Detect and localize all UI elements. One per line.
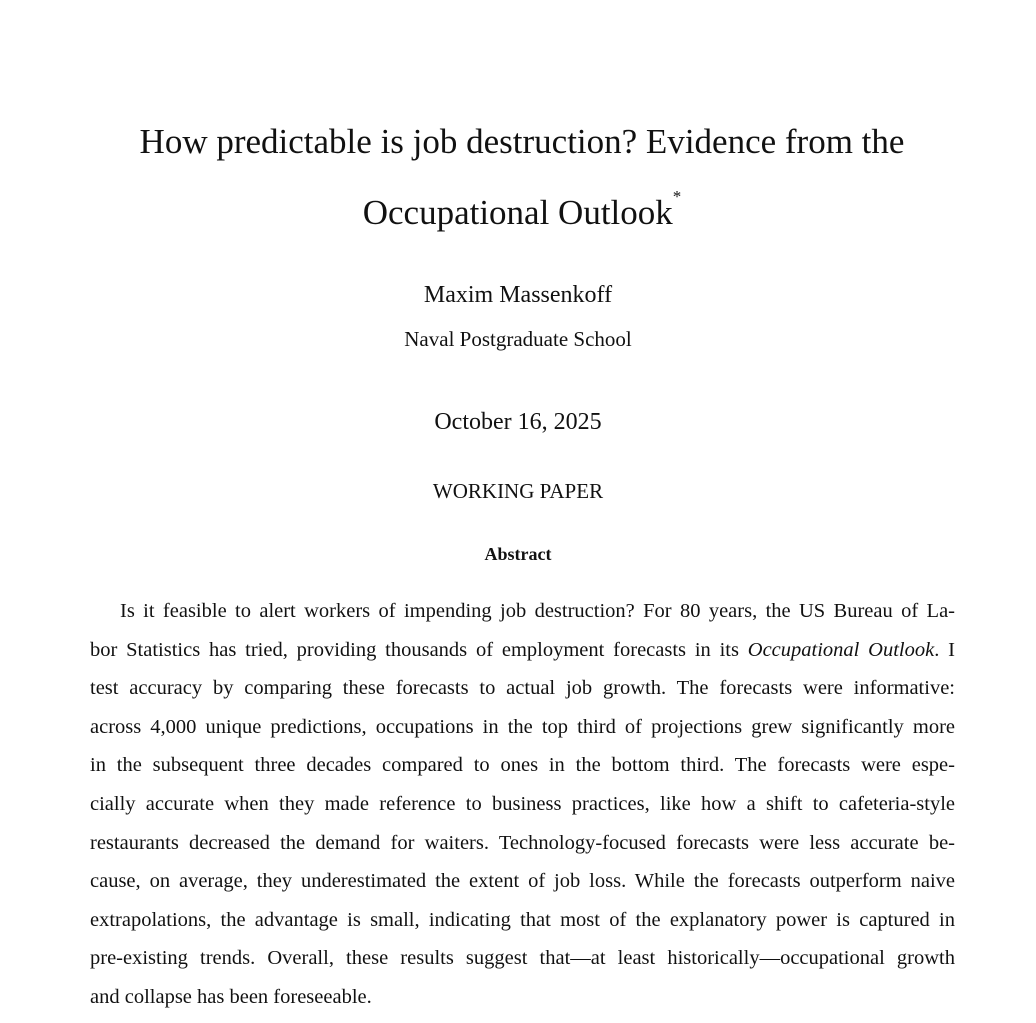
abstract-line: restaurants decreased the demand for waiters. Technology-focused forecasts were less accurate be- bbox=[90, 831, 955, 854]
paper-title-text-2: Occupational Outlook bbox=[362, 193, 673, 232]
abstract-line: cause, on average, they underestimated the extent of job loss. While the forecasts outperform naive bbox=[90, 870, 955, 893]
abstract-line bbox=[90, 631, 955, 670]
abstract-text: . I bbox=[934, 638, 955, 661]
abstract-line: Is it feasible to alert workers of impending job destruction? For 80 years, the US Bureau of La- bbox=[120, 600, 955, 622]
paper-title-text-1: How predictable is job destruction? Evidence from the bbox=[139, 122, 905, 161]
abstract-line: across 4,000 unique predictions, occupations in the top third of projections grew significantly more bbox=[90, 715, 955, 738]
paper-date: October 16, 2025 bbox=[434, 409, 602, 435]
abstract-text: bor Statistics has tried, providing thousands of employment forecasts in its bbox=[90, 638, 748, 661]
author-name: Maxim Massenkoff bbox=[423, 282, 613, 308]
abstract-line: extrapolations, the advantage is small, indicating that most of the explanatory power is captured in bbox=[90, 908, 955, 931]
abstract-line: cially accurate when they made reference to business practices, like how a shift to cafeteria-style bbox=[90, 792, 955, 815]
paper-title-line-1 bbox=[4, 122, 1036, 162]
working-paper-label: WORKING PAPER bbox=[432, 479, 604, 503]
paper-title-line-2 bbox=[4, 187, 1036, 233]
author-affiliation: Naval Postgraduate School bbox=[404, 327, 632, 351]
abstract-line: and collapse has been foreseeable. bbox=[90, 985, 372, 1008]
abstract-italic-title: Occupational Outlook bbox=[747, 638, 935, 661]
abstract-line: test accuracy by comparing these forecasts to actual job growth. The forecasts were informative: bbox=[90, 677, 955, 700]
abstract-body bbox=[90, 592, 955, 1017]
abstract-line: pre-existing trends. Overall, these results suggest that—at least historically—occupational growth bbox=[90, 947, 955, 970]
abstract-line: in the subsequent three decades compared to ones in the bottom third. The forecasts were espe- bbox=[90, 754, 955, 777]
title-footnote-mark[interactable]: * bbox=[672, 187, 682, 206]
abstract-heading: Abstract bbox=[484, 544, 552, 564]
